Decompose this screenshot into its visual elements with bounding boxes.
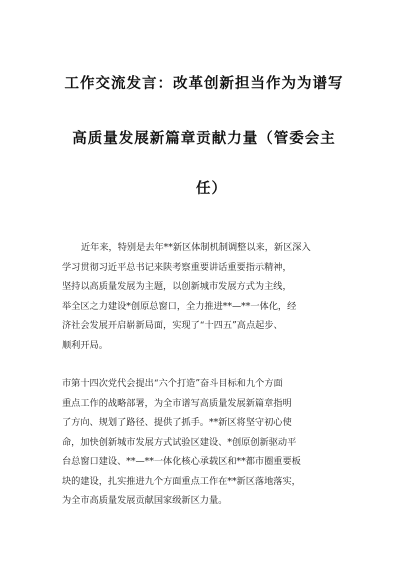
paragraph-1-line: 坚持以高质量发展为主题，以创新城市发展方式为主线，	[62, 281, 292, 292]
paragraph-1-line: 济社会发展开启崭新局面，实现了“十四五”高点起步、	[62, 320, 283, 331]
document-title-line-2: 高质量发展新篇章贡献力量（管委会主	[72, 131, 336, 147]
paragraph-1-line: 顺利开局。	[62, 339, 108, 351]
document-title-line-3: 任）	[196, 181, 227, 197]
paragraph-2	[62, 374, 352, 511]
paragraph-1-line: 举全区之力建设*创原总窗口，全力推进**—**一体化，经	[62, 300, 297, 312]
paragraph-2-line: 台总窗口建设、**—**一体化核心承载区和**都市圈重要板	[62, 456, 301, 467]
paragraph-2-line: 市第十四次党代会提出“六个打造”奋斗目标和九个方面	[62, 378, 283, 389]
paragraph-1-line: 近年来，特别是去年**新区体制机制调整以来，新区深入	[81, 242, 311, 253]
paragraph-2-line: 块的建设，扎实推进九个方面重点工作在**新区落地落实，	[62, 475, 301, 487]
document-title-line-1: 工作交流发言：改革创新担当作为为谱写	[64, 76, 344, 92]
paragraph-1-line: 学习贯彻习近平总书记来陕考察重要讲话重要指示精神，	[62, 261, 292, 273]
paragraph-2-line: 了方向、规划了路径、提供了抓手。**新区将坚守初心使	[62, 417, 292, 428]
paragraph-2-line: 为全市高质量发展贡献国家级新区力量。	[62, 495, 228, 506]
paragraph-2-line: 命，加快创新城市发展方式试验区建设、*创原创新驱动平	[62, 436, 297, 448]
paragraph-2-line: 重点工作的战略部署，为全市谱写高质量发展新篇章指明	[62, 397, 292, 409]
paragraph-1	[62, 238, 352, 355]
